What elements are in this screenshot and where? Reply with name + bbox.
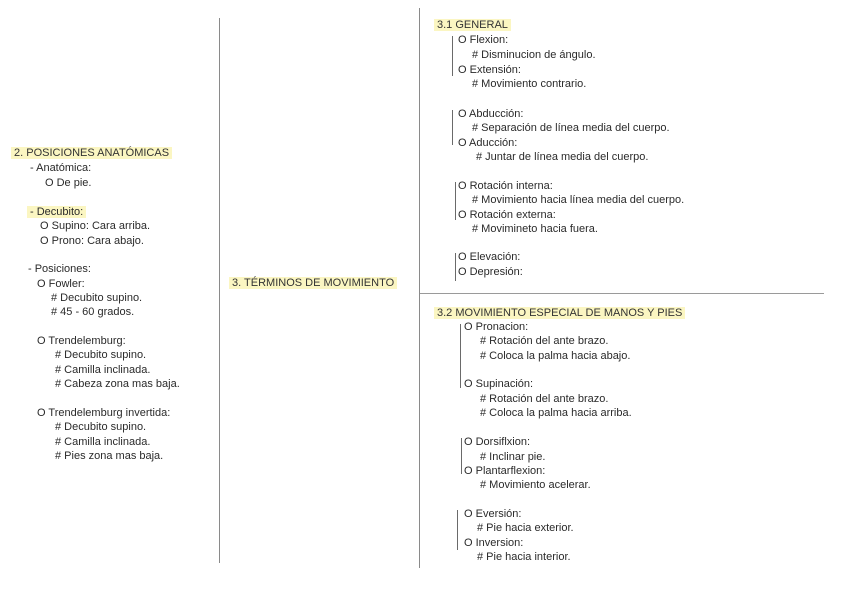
section-terminos-title: 3. TÉRMINOS DE MOVIMIENTO [229, 277, 397, 289]
bracket [452, 36, 453, 76]
decubito-label: - Decubito: [27, 206, 86, 218]
rotacion-interna-label: O Rotación interna: [458, 180, 553, 192]
dorsiflexion-label: O Dorsiflxion: [464, 436, 531, 448]
list-item: # Rotación del ante brazo. [480, 393, 609, 405]
bracket [452, 110, 453, 145]
inversion-label: O Inversion: [464, 537, 524, 549]
supinacion-label: O Supinación: [464, 378, 534, 390]
list-item: # Decubito supino. [51, 292, 143, 304]
column-divider-left [219, 18, 220, 563]
general-title: 3.1 GENERAL [434, 19, 511, 31]
posiciones-label: - Posiciones: [28, 263, 91, 275]
trendelenburg-label: O Trendelemburg: [37, 335, 126, 347]
section-divider [420, 293, 824, 294]
list-item: # Pie hacia interior. [477, 551, 571, 563]
list-item: # Movimiento hacia línea media del cuerpo. [472, 194, 685, 206]
bracket [457, 510, 458, 550]
list-item: # Decubito supino. [55, 349, 147, 361]
list-item: # Movimiento contrario. [472, 78, 587, 90]
list-item: # Camilla inclinada. [55, 364, 151, 376]
especial-title: 3.2 MOVIMIENTO ESPECIAL DE MANOS Y PIES [434, 307, 685, 319]
list-item: # Camilla inclinada. [55, 436, 151, 448]
list-item: # Disminucion de ángulo. [472, 49, 596, 61]
abduccion-label: O Abducción: [458, 108, 524, 120]
aduccion-label: O Aducción: [458, 137, 518, 149]
list-item: O Prono: Cara abajo. [40, 235, 144, 247]
eversion-label: O Eversión: [464, 508, 522, 520]
bracket [455, 253, 456, 281]
list-item: # Rotación del ante brazo. [480, 335, 609, 347]
list-item: # Movimineto hacia fuera. [472, 223, 598, 235]
fowler-label: O Fowler: [37, 278, 85, 290]
list-item: O Supino: Cara arriba. [40, 220, 151, 232]
trendelenburg-invertida-label: O Trendelemburg invertida: [37, 407, 171, 419]
bracket [461, 438, 462, 474]
list-item: O De pie. [45, 177, 92, 189]
anatomica-label: - Anatómica: [30, 162, 92, 174]
list-item: # Coloca la palma hacia abajo. [480, 350, 631, 362]
pronacion-label: O Pronacion: [464, 321, 529, 333]
list-item: # Decubito supino. [55, 421, 147, 433]
list-item: # Juntar de línea media del cuerpo. [476, 151, 649, 163]
section-title: 2. POSICIONES ANATÓMICAS [11, 147, 172, 159]
rotacion-externa-label: O Rotación externa: [458, 209, 556, 221]
list-item: # Inclinar pie. [480, 451, 546, 463]
bracket [455, 182, 456, 220]
plantarflexion-label: O Plantarflexion: [464, 465, 546, 477]
extension-label: O Extensión: [458, 64, 521, 76]
bracket [460, 324, 461, 388]
list-item: # Movimiento acelerar. [480, 479, 591, 491]
list-item: # Pie hacia exterior. [477, 522, 574, 534]
list-item: # Coloca la palma hacia arriba. [480, 407, 632, 419]
flexion-label: O Flexion: [458, 34, 509, 46]
list-item: # Pies zona mas baja. [55, 450, 164, 462]
depresion-label: O Depresión: [458, 266, 523, 278]
list-item: # Separación de línea media del cuerpo. [472, 122, 670, 134]
list-item: # Cabeza zona mas baja. [55, 378, 180, 390]
list-item: # 45 - 60 grados. [51, 306, 135, 318]
elevacion-label: O Elevación: [458, 251, 521, 263]
column-divider-right [419, 8, 420, 568]
